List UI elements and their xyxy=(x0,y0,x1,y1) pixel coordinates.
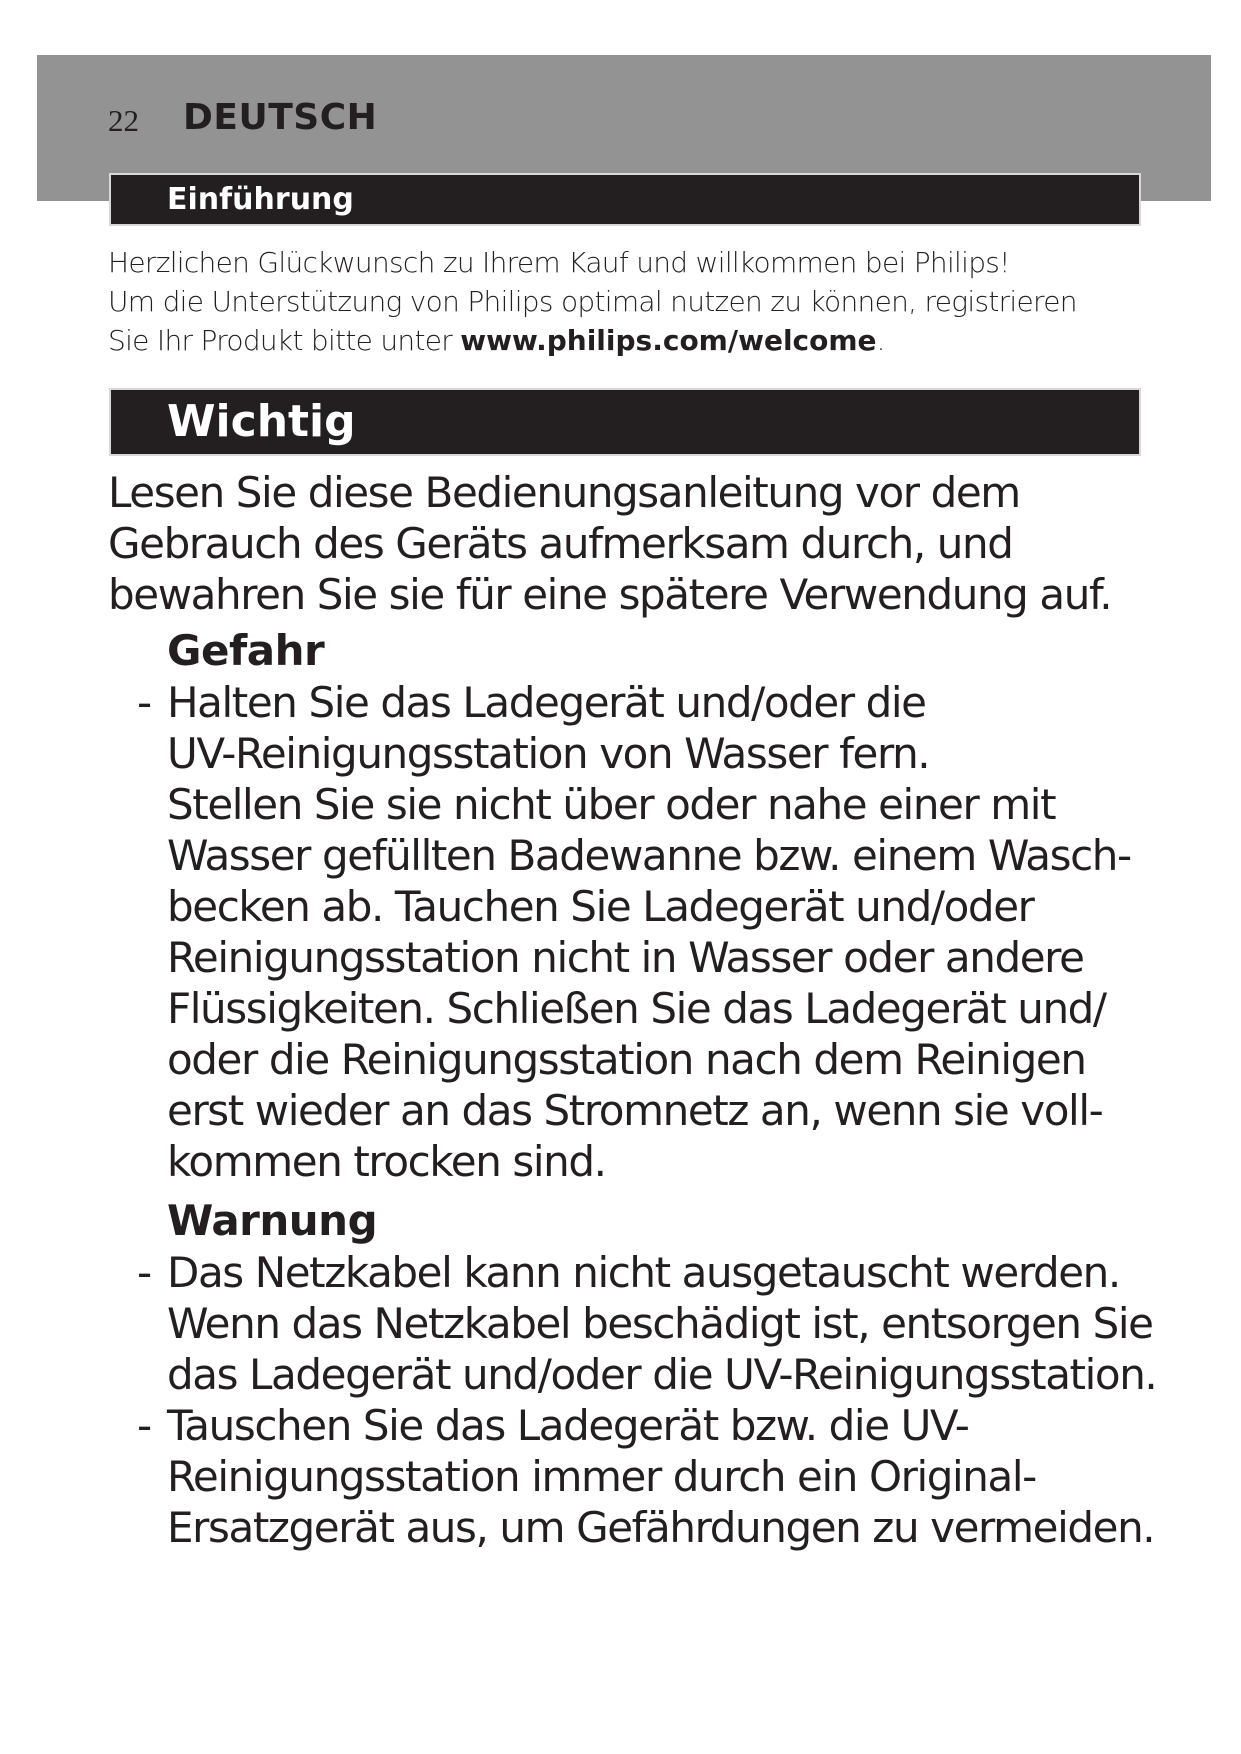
bullet-dash: - xyxy=(137,1248,151,1297)
important-text xyxy=(108,467,1218,620)
page-number: 22 xyxy=(108,103,139,138)
list-item-line: kommen trocken sind. xyxy=(167,1137,606,1186)
list-item-line: UV-Reinigungsstation von Wasser fern. xyxy=(167,729,930,778)
introduction-text xyxy=(108,243,1208,360)
list-item xyxy=(108,677,1218,1187)
section-bar-introduction xyxy=(111,175,1139,224)
subhead-warning: Warnung xyxy=(167,1196,378,1245)
introduction-line-prefix: Sie Ihr Produkt bitte unter xyxy=(108,324,461,357)
bullet-dash: - xyxy=(137,678,151,727)
list-item xyxy=(108,1247,1218,1400)
list-item-line: Tauschen Sie das Ladegerät bzw. die UV- xyxy=(167,1401,969,1450)
introduction-line: Herzlichen Glückwunsch zu Ihrem Kauf und willkommen bei Philips! xyxy=(108,246,1010,279)
list-item-line: oder die Reinigungsstation nach dem Reinigen xyxy=(167,1035,1086,1084)
danger-list xyxy=(108,677,1218,1187)
list-item-line: das Ladegerät und/oder die UV-Reinigungsstation. xyxy=(167,1350,1157,1399)
list-item-line: becken ab. Tauchen Sie Ladegerät und/oder xyxy=(167,882,1034,931)
list-item-line: Das Netzkabel kann nicht ausgetauscht werden. xyxy=(167,1248,1120,1297)
subhead-danger: Gefahr xyxy=(167,626,325,675)
important-line: bewahren Sie sie für eine spätere Verwendung auf. xyxy=(108,570,1112,619)
section-title-important: Wichtig xyxy=(167,396,356,447)
list-item-line: Reinigungsstation nicht in Wasser oder andere xyxy=(167,933,1084,982)
introduction-line-suffix: . xyxy=(876,324,885,357)
introduction-line-url xyxy=(108,321,1208,360)
list-item-line: Wenn das Netzkabel beschädigt ist, entsorgen Sie xyxy=(167,1299,1153,1348)
introduction-line: Um die Unterstützung von Philips optimal nutzen zu können, registrieren xyxy=(108,285,1077,318)
bullet-dash: - xyxy=(137,1401,151,1450)
important-line: Gebrauch des Geräts aufmerksam durch, und xyxy=(108,519,1013,568)
list-item-line: erst wieder an das Stromnetz an, wenn sie voll- xyxy=(167,1086,1103,1135)
list-item-line: Flüssigkeiten. Schließen Sie das Ladegerät und/ xyxy=(167,984,1106,1033)
list-item-line: Wasser gefüllten Badewanne bzw. einem Wasch- xyxy=(167,831,1131,880)
philips-welcome-url: www.philips.com/welcome xyxy=(460,324,877,357)
important-line: Lesen Sie diese Bedienungsanleitung vor dem xyxy=(108,468,1020,517)
page-language-title: DEUTSCH xyxy=(183,97,378,138)
list-item-line: Ersatzgerät aus, um Gefährdungen zu vermeiden. xyxy=(167,1503,1155,1552)
list-item-line: Reinigungsstation immer durch ein Original- xyxy=(167,1452,1036,1501)
list-item-line: Halten Sie das Ladegerät und/oder die xyxy=(167,678,926,727)
warning-list xyxy=(108,1247,1218,1553)
list-item-line: Stellen Sie sie nicht über oder nahe einer mit xyxy=(167,780,1056,829)
list-item xyxy=(108,1400,1218,1553)
section-bar-important xyxy=(111,390,1139,454)
section-title-introduction: Einführung xyxy=(167,182,354,217)
